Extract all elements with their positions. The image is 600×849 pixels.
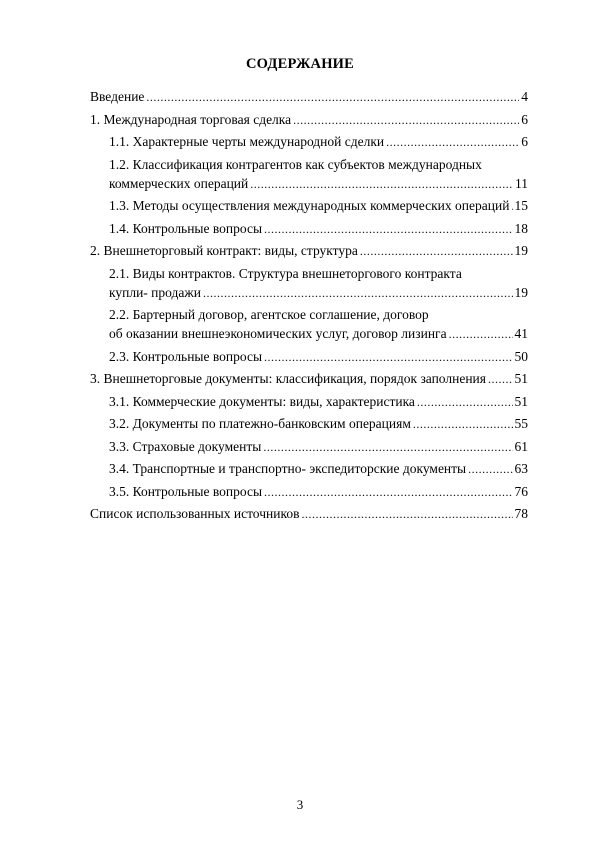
dot-leader: [250, 175, 513, 194]
toc-entry[interactable]: [90, 392, 528, 412]
toc-entry[interactable]: [90, 155, 528, 194]
dot-leader: [293, 111, 519, 130]
toc-entry[interactable]: [90, 369, 528, 389]
toc-entry-title: 1.3. Методы осуществления международных коммерческих операций: [109, 198, 510, 213]
toc-entry-title: Список использованных источников: [90, 506, 300, 521]
dot-leader: [449, 325, 513, 344]
toc-entry[interactable]: [90, 132, 528, 152]
toc-entry-title: 3.4. Транспортные и транспортно- экспедиторские документы: [109, 461, 467, 476]
toc-page-number: 78: [514, 506, 528, 521]
toc-entry[interactable]: [90, 196, 528, 216]
toc-entry-title: 2.1. Виды контрактов. Структура внешнеторгового контракта: [109, 265, 462, 281]
toc-page-number: 41: [514, 326, 528, 341]
toc-entry[interactable]: [90, 459, 528, 479]
dot-leader: [413, 415, 513, 434]
toc-page-number: 61: [514, 438, 528, 454]
toc-page-number: 63: [514, 461, 528, 476]
toc-entry-title: 1.4. Контрольные вопросы: [109, 220, 263, 236]
toc-page-number: 15: [514, 198, 528, 213]
toc-entry[interactable]: [90, 241, 528, 261]
toc-entry[interactable]: [90, 482, 528, 502]
toc-entry-title: 2. Внешнеторговый контракт: виды, структура: [90, 243, 358, 258]
toc-page-number: 55: [514, 416, 528, 431]
toc-entry-title: 2.2. Бартерный договор, агентское соглашение, договор: [109, 307, 429, 322]
toc-entry-title: об оказании внешнеэкономических услуг, договор лизинга: [109, 326, 447, 341]
toc-entry[interactable]: [90, 110, 528, 130]
toc-entry[interactable]: [90, 347, 528, 367]
dot-leader: [360, 242, 513, 261]
toc-page-number: 18: [514, 220, 528, 236]
toc-page-number: 4: [521, 89, 528, 104]
toc-entry-title: 3.1. Коммерческие документы: виды, характеристика: [109, 393, 415, 409]
table-of-contents: [90, 87, 528, 527]
dot-leader: [468, 460, 512, 479]
dot-leader: [264, 348, 512, 367]
toc-page-number: 6: [521, 111, 528, 127]
dot-leader: [511, 197, 512, 216]
toc-entry[interactable]: [90, 414, 528, 434]
toc-entry-title: 2.3. Контрольные вопросы: [109, 348, 263, 364]
toc-page-number: 19: [514, 284, 528, 300]
toc-entry[interactable]: [90, 219, 528, 239]
toc-entry-title: 3.5. Контрольные вопросы: [109, 483, 263, 499]
toc-entry-title: Введение: [90, 89, 145, 104]
toc-entry-title: 1.1. Характерные черты международной сделки: [109, 134, 385, 149]
dot-leader: [386, 133, 519, 152]
toc-entry[interactable]: [90, 87, 528, 107]
dot-leader: [146, 88, 519, 107]
toc-page-number: 76: [514, 483, 528, 499]
dot-leader: [264, 483, 512, 502]
toc-entry-title: коммерческих операций: [109, 175, 249, 191]
toc-entry-title: 3. Внешнеторговые документы: классификация, порядок заполнения: [90, 371, 486, 386]
dot-leader: [263, 438, 512, 457]
dot-leader: [301, 505, 512, 524]
toc-page-number: 6: [521, 134, 528, 149]
page-title: СОДЕРЖАНИЕ: [245, 56, 355, 72]
toc-page-number: 19: [514, 243, 528, 258]
toc-entry-title: 1. Международная торговая сделка: [90, 111, 292, 127]
toc-entry[interactable]: [90, 264, 528, 303]
toc-entry[interactable]: [90, 504, 528, 524]
toc-entry[interactable]: [90, 437, 528, 457]
toc-entry-title: 1.2. Классификация контрагентов как субъектов международных: [109, 156, 482, 172]
dot-leader: [203, 284, 513, 303]
dot-leader: [488, 370, 513, 389]
toc-page-number: 51: [514, 393, 528, 409]
toc-entry[interactable]: [90, 305, 528, 344]
toc-entry-title: 3.3. Страховые документы: [109, 438, 262, 454]
toc-entry-title: 3.2. Документы по платежно-банковским операциям: [109, 416, 411, 431]
toc-entry-title: купли- продажи: [109, 284, 201, 300]
dot-leader: [417, 393, 513, 412]
toc-page-number: 51: [514, 371, 528, 386]
toc-page-number: 50: [514, 348, 528, 364]
page-number: 3: [296, 797, 304, 812]
toc-page-number: 11: [515, 175, 528, 191]
dot-leader: [264, 220, 512, 239]
